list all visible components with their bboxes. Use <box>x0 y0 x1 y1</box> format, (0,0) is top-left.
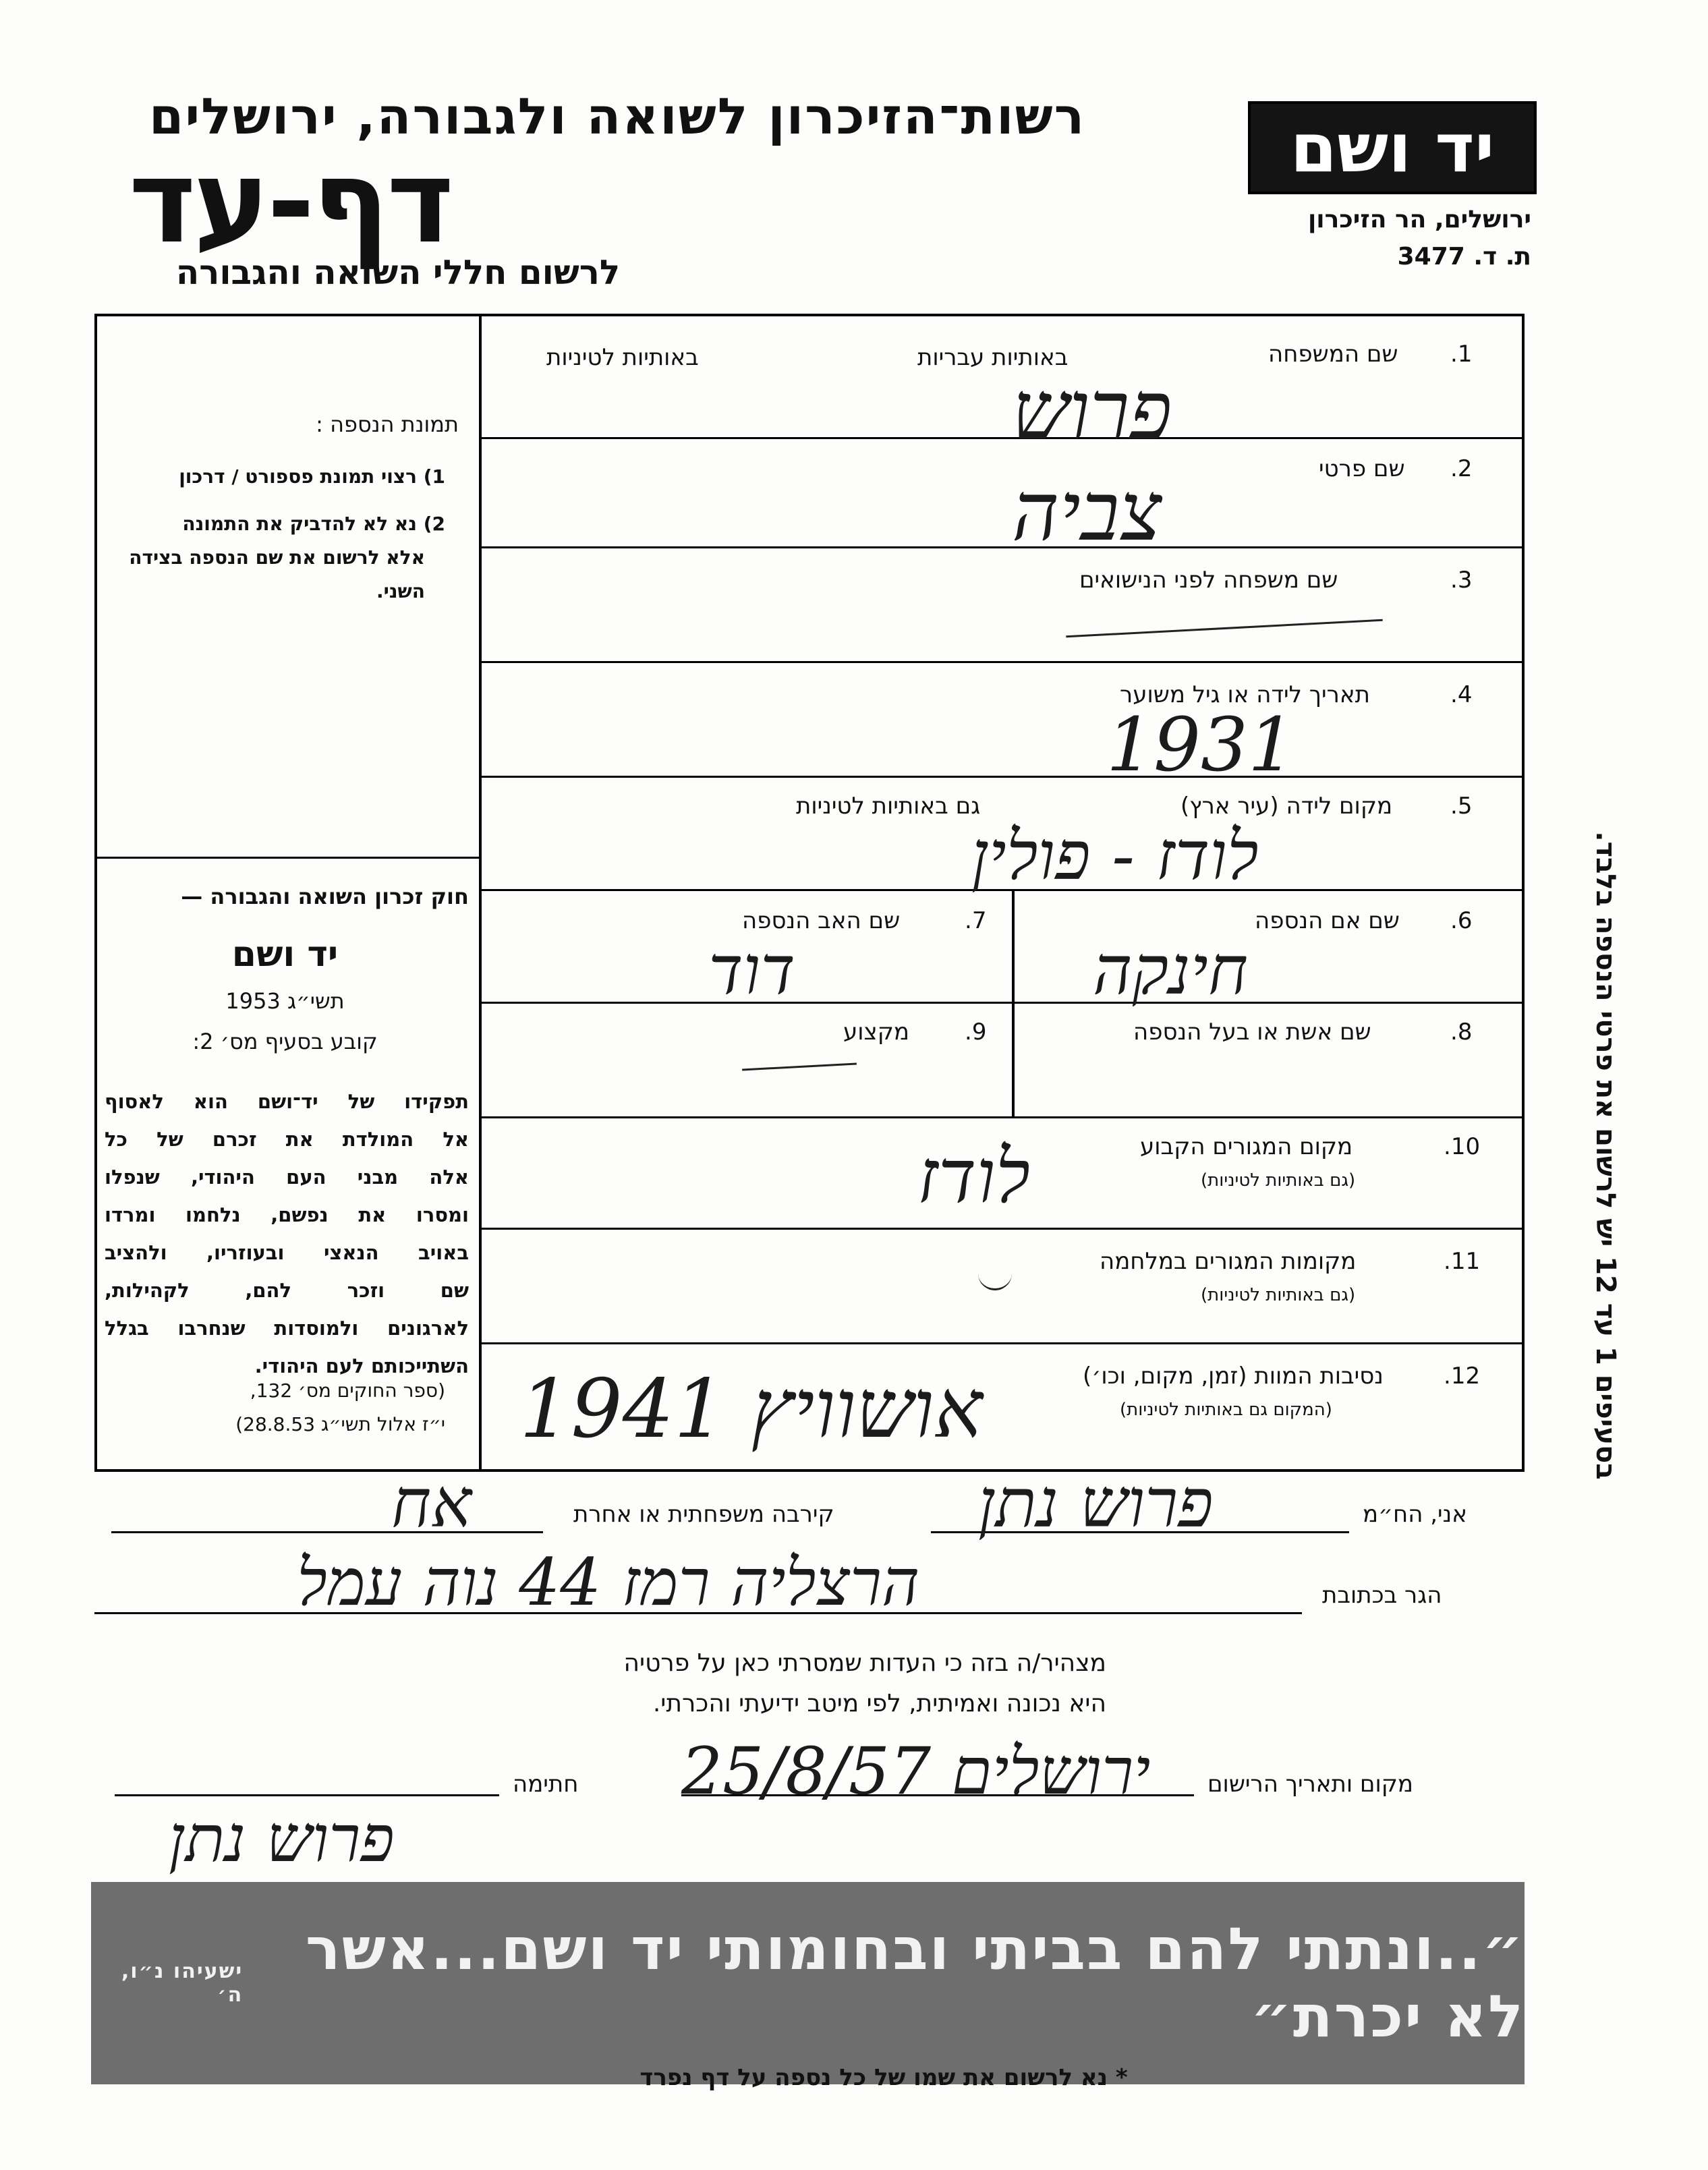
field-number: 8. <box>1450 1019 1473 1046</box>
signature-line <box>115 1794 499 1796</box>
field-value-mother-name[interactable]: חינקה <box>1093 931 1249 1010</box>
law-title: חוק זכרון השואה והגבורה — <box>181 884 469 909</box>
field-sub-latin: (גם באותיות לטיניות) <box>1201 1285 1356 1305</box>
photo-box-item2-line3: השני. <box>376 580 425 602</box>
field-label-profession: מקצוע <box>843 1019 909 1046</box>
field-label-residence: מקום המגורים הקבוע <box>1140 1133 1353 1160</box>
field-label-birth-date: תאריך לידה או גיל משוער <box>1120 681 1370 708</box>
field-value-birth-place[interactable]: לודז - פולין <box>971 816 1259 895</box>
field-sub-latin: גם באותיות לטיניות <box>796 793 981 820</box>
law-reference-1: (ספר החוקים מס׳ 132, <box>250 1379 445 1402</box>
law-clause: קובע בסעיף מס׳ 2: <box>192 1029 378 1054</box>
field-label-spouse-name: שם אשת או בעל הנספה <box>1133 1019 1371 1046</box>
law-text-line: השתייכותם לעם היהודי. <box>254 1354 469 1377</box>
column-divider <box>479 314 482 1472</box>
law-text-line: ומסרו את נפשם, נלחמו ומרדו <box>105 1203 469 1226</box>
law-text-line: שם וזכר להם, לקהילות, <box>105 1279 469 1302</box>
place-date-label: מקום ותאריך הרישום <box>1207 1771 1413 1798</box>
field-label-death-circumstances: נסיבות המוות (זמן, מקום, וכו׳) <box>1083 1363 1384 1390</box>
law-text-line: אל המולדת את זכרם של כל <box>105 1128 469 1151</box>
field-label-father-name: שם האב הנספה <box>742 907 901 934</box>
field-number: 1. <box>1450 341 1473 368</box>
law-text-line: באויב הנאצי ובעוזריו, ולהציב <box>105 1241 469 1264</box>
field-value-residence[interactable]: לודז <box>917 1133 1031 1220</box>
photo-box-title: תמונת הנספה : <box>316 411 459 437</box>
declaration-statement-1: מצהיר/ה בזה כי העדות שמסרתי כאן על פרטיה <box>623 1649 1106 1677</box>
field-label-birth-place: מקום לידה (עיר ארץ) <box>1180 793 1393 820</box>
photo-box-item2-line2: אלא לרשום את שם הנספה בצידה <box>129 546 425 569</box>
field-number: 11. <box>1444 1248 1481 1275</box>
form-subtitle: לרשום חללי השואה והגבורה <box>175 253 621 292</box>
field-number: 6. <box>1450 907 1473 934</box>
row-line <box>480 437 1523 439</box>
relation-label: קירבה משפחתית או אחרת <box>573 1501 834 1528</box>
law-reference-2: י״ז אלול תשי״ג 28.8.53) <box>235 1413 445 1435</box>
field-value-first-name[interactable]: צביה <box>1012 465 1162 559</box>
logo-pobox: ת. ד. 3477 <box>1397 243 1531 270</box>
declarant-value[interactable]: פרוש נתן <box>978 1464 1214 1543</box>
form-title: דף-עד <box>128 136 452 269</box>
law-text-line: אלה מבני העם היהודי, שנפלו <box>105 1166 469 1189</box>
law-text-line: תפקידו של יד־ושם הוא לאסוף <box>105 1090 469 1113</box>
field-number: 2. <box>1450 455 1473 482</box>
split-divider <box>1012 889 1015 1116</box>
field-number: 12. <box>1444 1363 1481 1390</box>
field-sub-latin: (המקום גם באותיות לטיניות) <box>1120 1400 1332 1420</box>
field-label-maiden-name: שם משפחה לפני הנישואים <box>1079 567 1338 594</box>
place-date-value[interactable]: ירושלים 25/8/57 <box>681 1734 1151 1809</box>
signature-label: חתימה <box>513 1771 579 1798</box>
field-value-family-name[interactable]: פרוש <box>1012 364 1172 458</box>
row-line <box>480 1002 1523 1004</box>
field-label-first-name: שם פרטי <box>1319 455 1405 482</box>
photo-box-item2: 2) נא לא להדביק את התמונה <box>182 513 445 535</box>
field-number: 3. <box>1450 567 1473 594</box>
quote-reference: ישעיהו נ״ו, ה׳ <box>121 1960 244 2007</box>
law-name: יד ושם <box>231 934 339 975</box>
hebrew-letters-heading: באותיות עבריות <box>917 344 1069 371</box>
row-line <box>480 776 1523 778</box>
declarant-label: אני, הח״מ <box>1363 1501 1467 1528</box>
field-sub-latin: (גם באותיות לטיניות) <box>1201 1170 1356 1191</box>
address-value[interactable]: הרצליה רמז 44 נוה עמל <box>297 1545 920 1620</box>
law-text-line: לארגונים ולמוסדות שנחרבו בגלל <box>105 1317 469 1340</box>
law-text <box>105 1083 469 1385</box>
law-year: תשי״ג 1953 <box>225 988 345 1014</box>
field-number: 9. <box>965 1019 987 1046</box>
row-line <box>480 1116 1523 1118</box>
quote-text: ״..ונתתי להם בביתי ובחומותי יד ושם...אשר לא יכרת״ <box>305 1916 1525 2051</box>
row-line <box>480 1342 1523 1344</box>
field-number: 10. <box>1444 1133 1481 1160</box>
yad-vashem-logo: יד ושם <box>1248 101 1537 194</box>
quote-band <box>91 1882 1525 2084</box>
field-number: 7. <box>965 907 987 934</box>
relation-value[interactable]: אח <box>391 1464 472 1543</box>
field-number: 5. <box>1450 793 1473 820</box>
field-value-birth-date[interactable]: 1931 <box>1106 702 1295 788</box>
relation-line <box>111 1531 543 1533</box>
field-value-death-circumstances[interactable]: אושוויץ 1941 <box>519 1363 983 1456</box>
latin-letters-heading: באותיות לטיניות <box>546 344 699 371</box>
row-line <box>480 546 1523 548</box>
field-label-mother-name: שם אם הנספה <box>1255 907 1400 934</box>
field-value-father-name[interactable]: דוד <box>708 931 795 1010</box>
logo-address: ירושלים, הר הזיכרון <box>1307 206 1531 233</box>
photo-box-item1: 1) רצוי תמונת פספורט / דרכון <box>179 465 445 488</box>
left-column-separator <box>94 857 480 859</box>
footnote: * נא לרשום את שמו של כל נספה על דף נפרד <box>639 2064 1128 2091</box>
row-line <box>480 661 1523 663</box>
organization-title: רשות־הזיכרון לשואה ולגבורה, ירושלים <box>148 88 1086 146</box>
side-instruction: בסעיפים 1 עד 12 יש לרשום את פרטי הנספה בלבד. <box>1590 831 1621 1480</box>
declaration-statement-2: היא נכונה ואמיתית, לפי מיטב ידיעתי והכרתי. <box>652 1690 1106 1717</box>
field-label-family-name: שם המשפחה <box>1268 341 1398 368</box>
signature-value[interactable]: פרוש נתן <box>169 1801 395 1877</box>
address-label: הגר בכתובת <box>1322 1582 1442 1609</box>
field-label-wartime-residence: מקומות המגורים במלחמה <box>1100 1248 1357 1275</box>
row-line <box>480 1228 1523 1230</box>
field-number: 4. <box>1450 681 1473 708</box>
